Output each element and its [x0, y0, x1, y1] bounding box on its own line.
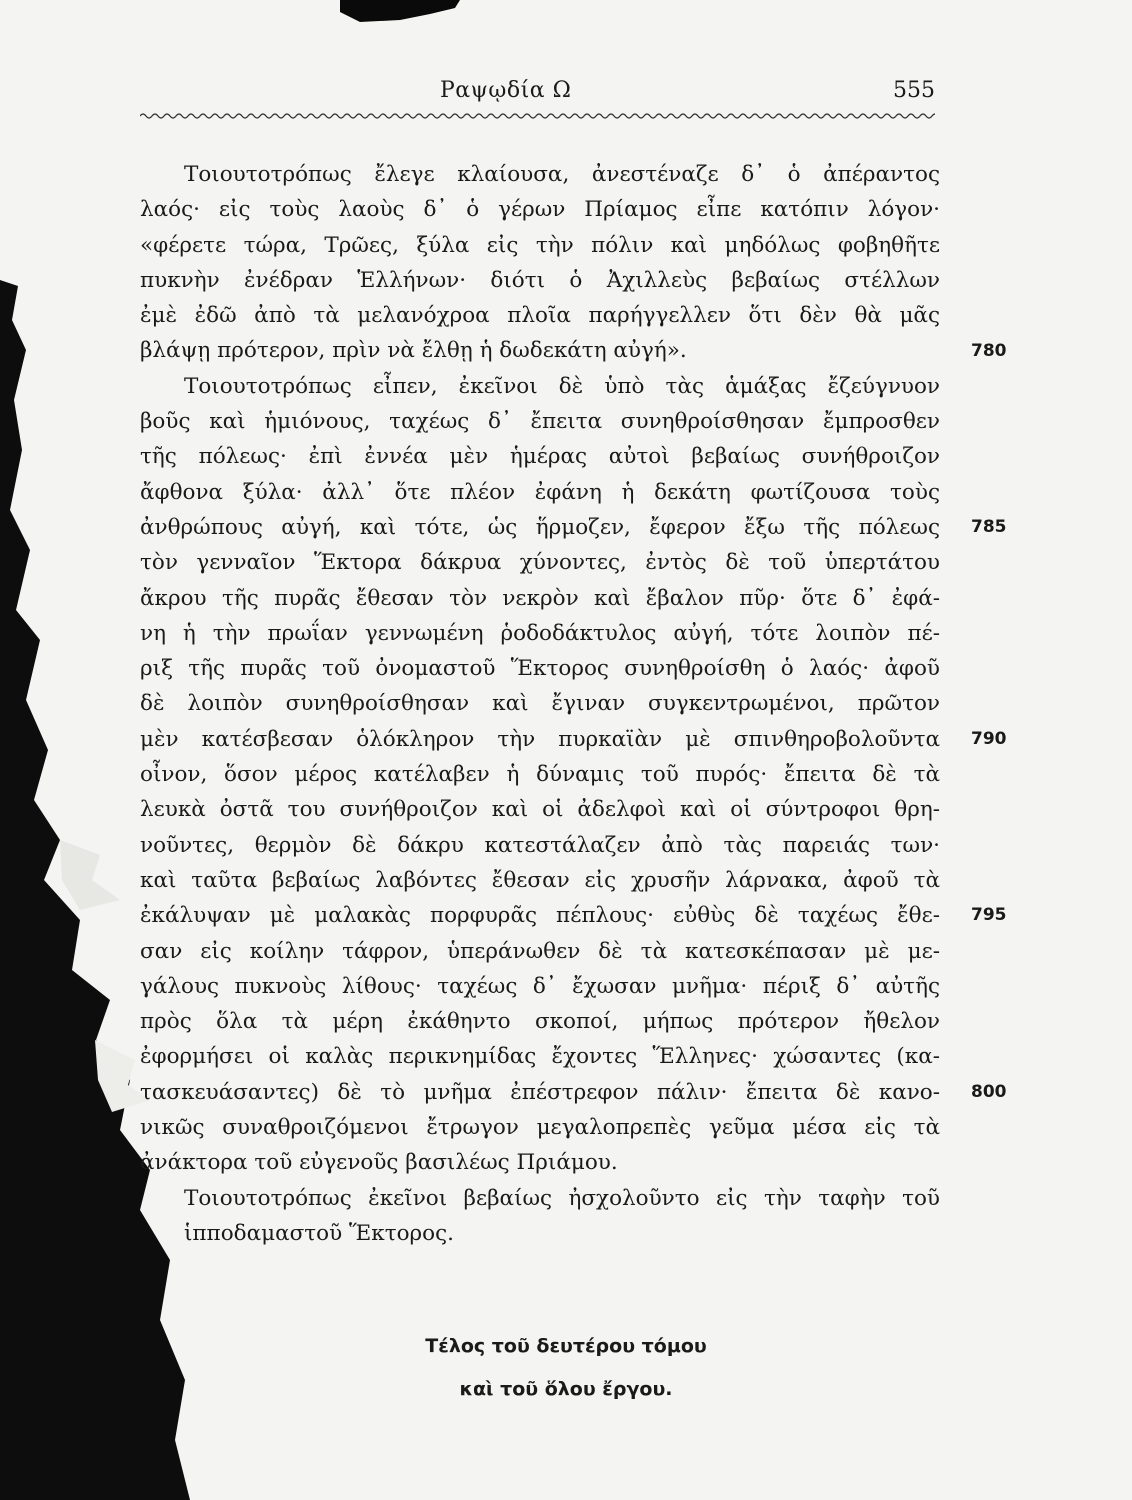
text-line: μὲν κατέσβεσαν ὁλόκληρον τὴν πυρκαϊὰν μὲ σπινθηροβολοῦντα — [140, 726, 940, 752]
text-line: ἀνάκτορα τοῦ εὐγενοῦς βασιλέως Πριάμου. — [140, 1150, 618, 1176]
text-line: τῆς πόλεως· ἐπὶ ἐννέα μὲν ἡμέρας αὐτοὶ βεβαίως συνήθροιζον — [140, 444, 940, 470]
text-line: λαός· εἰς τοὺς λαοὺς δ᾿ ὁ γέρων Πρίαμος εἶπε κατόπιν λόγον· — [140, 197, 940, 223]
text-line: καὶ ταῦτα βεβαίως λαβόντες ἔθεσαν εἰς χρυσῆν λάρνακα, ἀφοῦ τὰ — [140, 867, 940, 893]
text-line: νη ἡ τὴν πρωΐαν γεννωμένη ῥοδοδάκτυλος αὐγή, τότε λοιπὸν πέ- — [140, 620, 940, 646]
text-line: πυκνὴν ἐνέδραν Ἑλλήνων· διότι ὁ Ἀχιλλεὺς βεβαίως στέλλων — [140, 267, 940, 293]
text-line: «φέρετε τώρα, Τρῶες, ξύλα εἰς τὴν πόλιν καὶ μηδόλως φοβηθῆτε — [140, 232, 940, 258]
text-line: νικῶς συναθροιζόμενοι ἔτρωγον μεγαλοπρεπὲς γεῦμα μέσα εἰς τὰ — [140, 1115, 940, 1141]
text-line: ἀνθρώπους αὐγή, καὶ τότε, ὡς ἥρμοζεν, ἔφερον ἔξω τῆς πόλεως — [140, 514, 940, 540]
line-number: 795 — [971, 905, 1007, 926]
text-line: ἐφορμήσει οἱ καλὰς περικνημίδας ἔχοντες Ἕλληνες· χώσαντες (κα- — [140, 1044, 940, 1070]
text-line: οἶνον, ὅσον μέρος κατέλαβεν ἡ δύναμις τοῦ πυρός· ἔπειτα δὲ τὰ — [140, 762, 940, 788]
text-line: Τοιουτοτρόπως εἶπεν, ἐκεῖνοι δὲ ὑπὸ τὰς ἁμάξας ἔζεύγνυον — [184, 373, 940, 399]
text-line: ἱπποδαμαστοῦ Ἕκτορος. — [184, 1220, 454, 1246]
text-line: Τοιουτοτρόπως ἐκεῖνοι βεβαίως ἠσχολοῦντο εἰς τὴν ταφὴν τοῦ — [184, 1185, 940, 1211]
page-title: Ραψῳδία Ω — [440, 78, 572, 103]
text-line: βλάψῃ πρότερον, πρὶν νὰ ἔλθῃ ἡ δωδεκάτη αὐγή». — [140, 338, 687, 364]
text-line: ἐκάλυψαν μὲ μαλακὰς πορφυρᾶς πέπλους· εὐθὺς δὲ ταχέως ἔθε- — [140, 903, 940, 929]
page-number: 555 — [893, 78, 935, 103]
line-number: 790 — [971, 728, 1007, 749]
text-line: ριξ τῆς πυρᾶς τοῦ ὀνομαστοῦ Ἕκτορος συνηθροίσθη ὁ λαός· ἀφοῦ — [140, 656, 940, 682]
torn-corner-top — [340, 0, 460, 24]
text-line: τασκευάσαντες) δὲ τὸ μνῆμα ἐπέστρεφον πάλιν· ἔπειτα δὲ κανο- — [140, 1079, 940, 1105]
line-number: 800 — [971, 1081, 1007, 1102]
text-line: τὸν γενναῖον Ἕκτορα δάκρυα χύνοντες, ἐντὸς δὲ τοῦ ὑπερτάτου — [140, 550, 940, 576]
text-line: σαν εἰς κοίλην τάφρον, ὑπεράνωθεν δὲ τὰ κατεσκέπασαν μὲ με- — [140, 938, 940, 964]
line-number: 785 — [971, 517, 1007, 537]
text-line: Τοιουτοτρόπως ἔλεγε κλαίουσα, ἀνεστέναζε δ᾿ ὁ ἀπέραντος — [184, 162, 940, 187]
body-text — [140, 157, 940, 1251]
text-line: δὲ λοιπὸν συνηθροίσθησαν καὶ ἔγιναν συγκεντρωμένοι, πρῶτον — [140, 691, 940, 717]
end-note-line-1: Τέλος τοῦ δευτέρου τόμου — [425, 1335, 707, 1357]
end-note-line-2: καὶ τοῦ ὅλου ἔργου. — [459, 1378, 673, 1400]
text-line: πρὸς ὅλα τὰ μέρη ἐκάθηντο σκοποί, μήπως πρότερον ἤθελον — [140, 1009, 940, 1035]
text-line: νοῦντες, θερμὸν δὲ δάκρυ κατεστάλαζεν ἀπὸ τὰς παρειάς των· — [140, 832, 940, 858]
text-line: βοῦς καὶ ἡμιόνους, ταχέως δ᾿ ἔπειτα συνηθροίσθησαν ἔμπροσθεν — [140, 409, 940, 435]
text-line: ἐμὲ ἐδῶ ἀπὸ τὰ μελανόχροα πλοῖα παρήγγελλεν ὅτι δὲν θὰ μᾶς — [140, 303, 940, 329]
line-number: 780 — [971, 340, 1007, 361]
text-line: λευκὰ ὀστᾶ του συνήθροιζον καὶ οἱ ἀδελφοὶ καὶ οἱ σύντροφοι θρη- — [140, 797, 940, 823]
running-header — [140, 74, 935, 114]
header-wavy-rule — [140, 110, 935, 122]
text-line: ἄφθονα ξύλα· ἀλλ᾿ ὅτε πλέον ἐφάνη ἡ δεκάτη φωτίζουσα τοὺς — [140, 479, 940, 505]
text-line: ἄκρου τῆς πυρᾶς ἔθεσαν τὸν νεκρὸν καὶ ἔβαλον πῦρ· ὅτε δ᾿ ἐφά- — [140, 585, 940, 611]
text-line: γάλους πυκνοὺς λίθους· ταχέως δ᾿ ἔχωσαν μνῆμα· πέριξ δ᾿ αὐτῆς — [140, 973, 940, 999]
